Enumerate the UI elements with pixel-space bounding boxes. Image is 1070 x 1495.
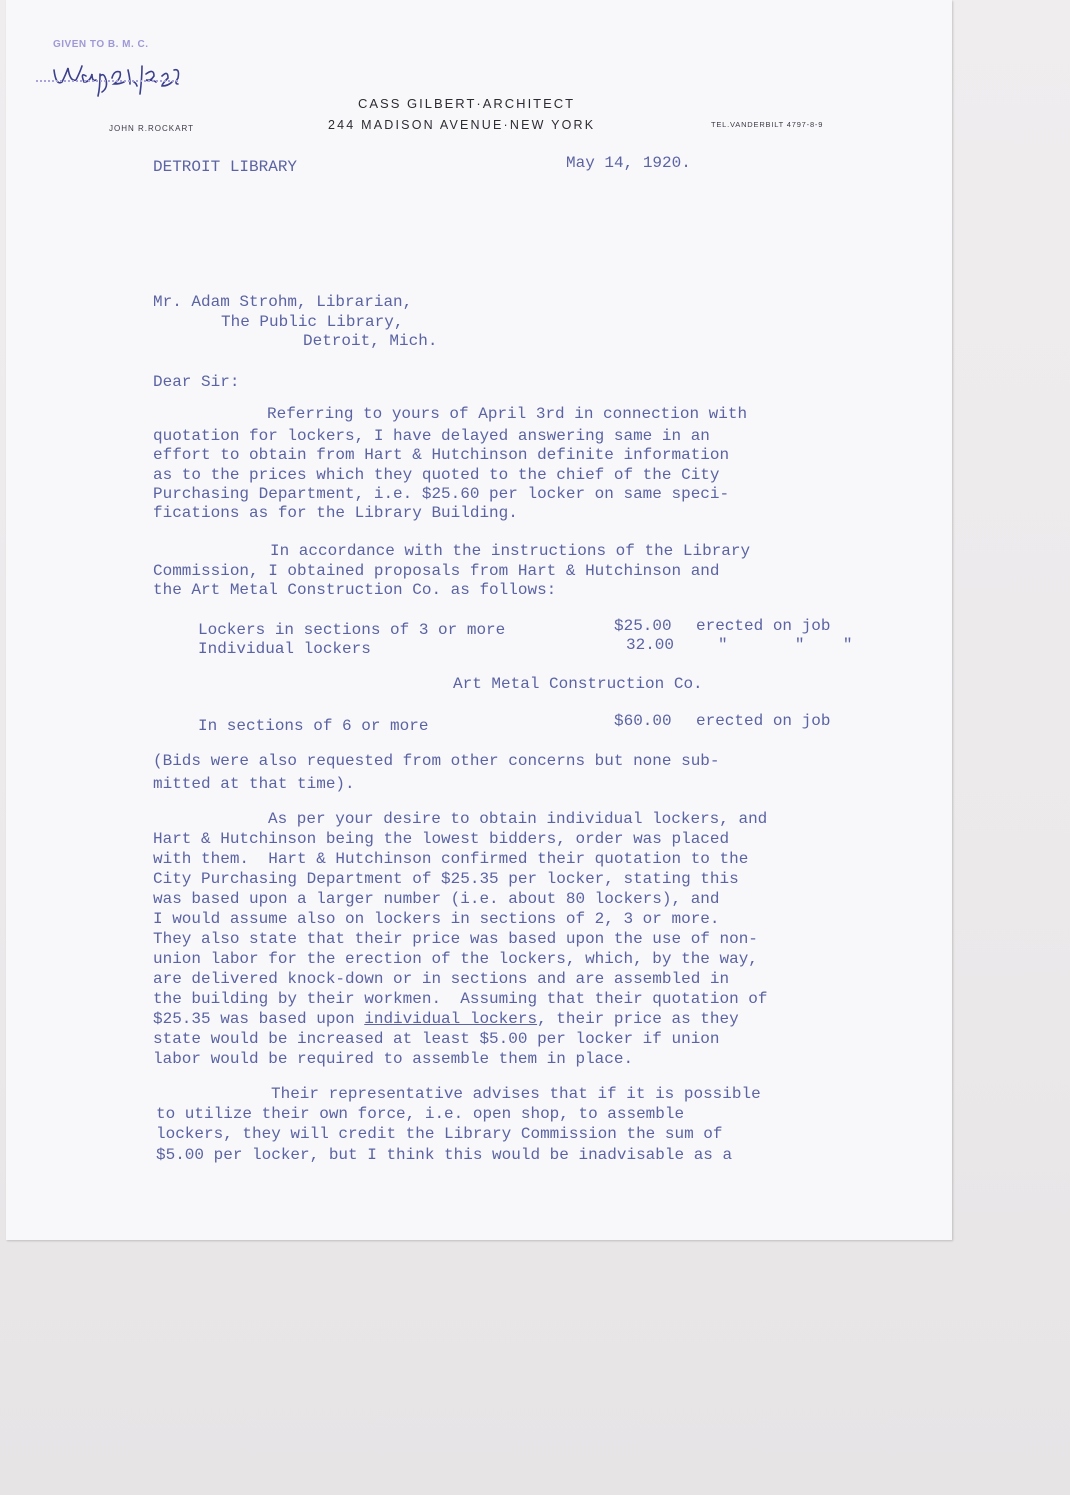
bid-item: Lockers in sections of 3 or more xyxy=(198,621,506,639)
letterhead-address: 244 MADISON AVENUE·NEW YORK xyxy=(328,118,596,132)
handwritten-date-signature xyxy=(50,52,184,100)
paragraph-line: labor would be required to assemble them in place. xyxy=(153,1050,634,1068)
bid-note: " " " xyxy=(718,636,853,654)
address-line: Detroit, Mich. xyxy=(303,332,438,350)
paragraph-line: lockers, they will credit the Library Commission the sum of xyxy=(156,1125,723,1143)
underlined-phrase: individual lockers xyxy=(364,1010,538,1028)
paragraph-line: with them. Hart & Hutchinson confirmed their quotation to the xyxy=(153,850,749,868)
letter-sheet xyxy=(6,0,952,1240)
paragraph-line: I would assume also on lockers in sections of 2, 3 or more. xyxy=(153,910,720,928)
paragraph-line: to utilize their own force, i.e. open shop, to assemble xyxy=(156,1105,685,1123)
bid-price: $60.00 xyxy=(614,712,672,730)
paragraph-line: fications as for the Library Building. xyxy=(153,504,518,522)
paragraph-line: Hart & Hutchinson being the lowest bidders, order was placed xyxy=(153,830,730,848)
paragraph-line: quotation for lockers, I have delayed answering same in an xyxy=(153,427,710,445)
bid-item: Individual lockers xyxy=(198,640,371,658)
paragraph-line: $5.00 per locker, but I think this would be inadvisable as a xyxy=(156,1146,733,1164)
paragraph-line: union labor for the erection of the lockers, which, by the way, xyxy=(153,950,758,968)
paragraph-line: effort to obtain from Hart & Hutchinson definite information xyxy=(153,446,730,464)
paragraph-line: are delivered knock-down or in sections and are assembled in xyxy=(153,970,730,988)
address-line: The Public Library, xyxy=(221,313,404,331)
paragraph-line: Commission, I obtained proposals from Hart & Hutchinson and xyxy=(153,562,720,580)
given-to-stamp: GIVEN TO B. M. C. xyxy=(53,39,149,50)
paragraph-line: state would be increased at least $5.00 per locker if union xyxy=(153,1030,720,1048)
paragraph-line: $25.35 was based upon individual lockers, their price as they xyxy=(153,1010,739,1028)
paragraph-line: (Bids were also requested from other concerns but none sub- xyxy=(153,752,720,770)
stamp-dotted-line xyxy=(36,80,178,82)
paragraph-line: Purchasing Department, i.e. $25.60 per locker on same speci- xyxy=(153,485,730,503)
bid-price: 32.00 xyxy=(626,636,675,654)
bid-item: In sections of 6 or more xyxy=(198,717,429,735)
paragraph-line: the building by their workmen. Assuming that their quotation of xyxy=(153,990,768,1008)
paragraph-line: Their representative advises that if it is possible xyxy=(271,1085,761,1103)
subject-line: DETROIT LIBRARY xyxy=(153,158,298,176)
paragraph-line: Referring to yours of April 3rd in connection with xyxy=(267,405,748,423)
address-line: Mr. Adam Strohm, Librarian, xyxy=(153,293,413,311)
letterhead-firm: CASS GILBERT·ARCHITECT xyxy=(358,96,576,111)
paragraph-line: As per your desire to obtain individual lockers, and xyxy=(268,810,768,828)
bid-note: erected on job xyxy=(696,712,831,730)
paragraph-line: the Art Metal Construction Co. as follows: xyxy=(153,581,557,599)
paragraph-line: mitted at that time). xyxy=(153,775,355,793)
letterhead-telephone: TEL.VANDERBILT 4797-8-9 xyxy=(711,120,824,129)
salutation: Dear Sir: xyxy=(153,373,240,391)
paragraph-line: In accordance with the instructions of the Library xyxy=(270,542,751,560)
paragraph-line: was based upon a larger number (i.e. about 80 lockers), and xyxy=(153,890,720,908)
letter-date: May 14, 1920. xyxy=(566,154,691,172)
bid-note: erected on job xyxy=(696,617,831,635)
paragraph-line: They also state that their price was based upon the use of non- xyxy=(153,930,758,948)
bid-price: $25.00 xyxy=(614,617,672,635)
letterhead-left-name: JOHN R.ROCKART xyxy=(109,124,194,133)
paragraph-line: as to the prices which they quoted to the chief of the City xyxy=(153,466,720,484)
art-metal-heading: Art Metal Construction Co. xyxy=(453,675,703,693)
paragraph-line: City Purchasing Department of $25.35 per locker, stating this xyxy=(153,870,739,888)
